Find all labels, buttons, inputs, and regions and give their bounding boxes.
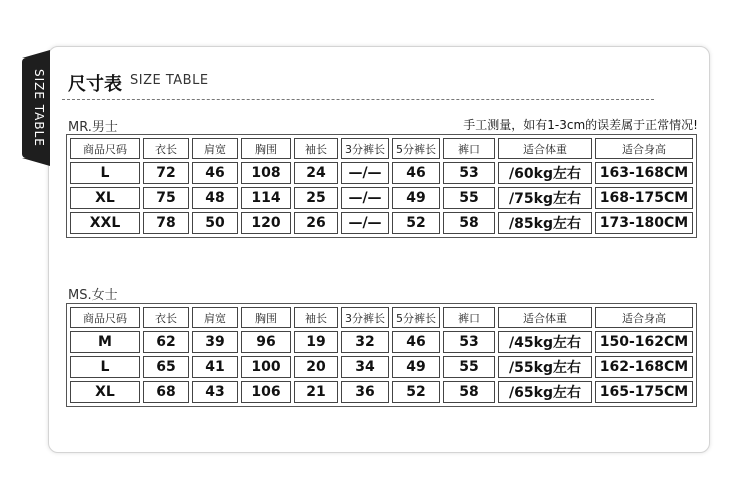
table-cell: 108	[241, 162, 291, 184]
side-tab	[22, 58, 50, 158]
table-cell: 163-168CM	[595, 162, 693, 184]
table-cell: /75kg左右	[498, 187, 592, 209]
table-cell: 68	[143, 381, 189, 403]
table-cell: /45kg左右	[498, 331, 592, 353]
column-header: 裤口	[443, 307, 495, 328]
column-header: 5分裤长	[392, 138, 440, 159]
table-cell: /85kg左右	[498, 212, 592, 234]
column-header: 胸围	[241, 138, 291, 159]
column-header: 肩宽	[192, 307, 238, 328]
divider	[62, 99, 654, 100]
table-cell: /60kg左右	[498, 162, 592, 184]
table-cell: 43	[192, 381, 238, 403]
table-cell: 62	[143, 331, 189, 353]
table-cell: 36	[341, 381, 389, 403]
table-row	[70, 356, 693, 378]
column-header: 3分裤长	[341, 307, 389, 328]
table-cell: M	[70, 331, 140, 353]
column-header: 5分裤长	[392, 307, 440, 328]
column-header: 适合体重	[498, 138, 592, 159]
table-header-row	[70, 307, 693, 328]
table-cell: 46	[192, 162, 238, 184]
table-cell: 39	[192, 331, 238, 353]
table-cell: /55kg左右	[498, 356, 592, 378]
table-cell: —/—	[341, 212, 389, 234]
page-title: 尺寸表	[68, 74, 122, 95]
table-cell: 120	[241, 212, 291, 234]
table-cell: 168-175CM	[595, 187, 693, 209]
table-cell: 49	[392, 356, 440, 378]
table-cell: /65kg左右	[498, 381, 592, 403]
table-cell: 162-168CM	[595, 356, 693, 378]
table-cell: 49	[392, 187, 440, 209]
table-cell: 106	[241, 381, 291, 403]
table-cell: L	[70, 356, 140, 378]
table-cell: 173-180CM	[595, 212, 693, 234]
column-header: 胸围	[241, 307, 291, 328]
column-header: 袖长	[294, 138, 338, 159]
measurement-note: 手工测量，如有1-3cm的误差属于正常情况!	[463, 118, 698, 132]
table-cell: 34	[341, 356, 389, 378]
column-header: 衣长	[143, 138, 189, 159]
table-row	[70, 381, 693, 403]
women-section-label: MS.女士	[68, 288, 118, 303]
table-header-row	[70, 138, 693, 159]
column-header: 适合身高	[595, 138, 693, 159]
table-cell: 50	[192, 212, 238, 234]
table-cell: 114	[241, 187, 291, 209]
table-cell: 55	[443, 187, 495, 209]
table-cell: —/—	[341, 162, 389, 184]
table-cell: 21	[294, 381, 338, 403]
table-cell: 52	[392, 212, 440, 234]
table-cell: 58	[443, 212, 495, 234]
column-header: 袖长	[294, 307, 338, 328]
table-cell: 96	[241, 331, 291, 353]
table-cell: 24	[294, 162, 338, 184]
table-cell: 48	[192, 187, 238, 209]
table-cell: 55	[443, 356, 495, 378]
table-cell: XXL	[70, 212, 140, 234]
table-cell: 72	[143, 162, 189, 184]
table-cell: 25	[294, 187, 338, 209]
table-cell: XL	[70, 381, 140, 403]
table-row	[70, 212, 693, 234]
page-subtitle: SIZE TABLE	[130, 73, 209, 88]
column-header: 适合体重	[498, 307, 592, 328]
table-row	[70, 187, 693, 209]
table-cell: 165-175CM	[595, 381, 693, 403]
side-tab-label: SIZE TABLE	[32, 69, 46, 147]
table-cell: 53	[443, 162, 495, 184]
table-row	[70, 162, 693, 184]
table-cell: XL	[70, 187, 140, 209]
table-cell: 78	[143, 212, 189, 234]
table-cell: 41	[192, 356, 238, 378]
column-header: 裤口	[443, 138, 495, 159]
column-header: 商品尺码	[70, 307, 140, 328]
table-cell: 150-162CM	[595, 331, 693, 353]
table-cell: L	[70, 162, 140, 184]
table-cell: 58	[443, 381, 495, 403]
table-cell: 65	[143, 356, 189, 378]
table-cell: 20	[294, 356, 338, 378]
column-header: 衣长	[143, 307, 189, 328]
women-size-table	[66, 303, 697, 407]
table-cell: 32	[341, 331, 389, 353]
men-size-table	[66, 134, 697, 238]
table-cell: 75	[143, 187, 189, 209]
men-section-label: MR.男士	[68, 120, 118, 135]
table-cell: 100	[241, 356, 291, 378]
column-header: 肩宽	[192, 138, 238, 159]
column-header: 商品尺码	[70, 138, 140, 159]
column-header: 3分裤长	[341, 138, 389, 159]
table-cell: 46	[392, 162, 440, 184]
table-cell: —/—	[341, 187, 389, 209]
table-cell: 52	[392, 381, 440, 403]
table-cell: 19	[294, 331, 338, 353]
table-cell: 53	[443, 331, 495, 353]
table-cell: 26	[294, 212, 338, 234]
column-header: 适合身高	[595, 307, 693, 328]
table-row	[70, 331, 693, 353]
table-cell: 46	[392, 331, 440, 353]
